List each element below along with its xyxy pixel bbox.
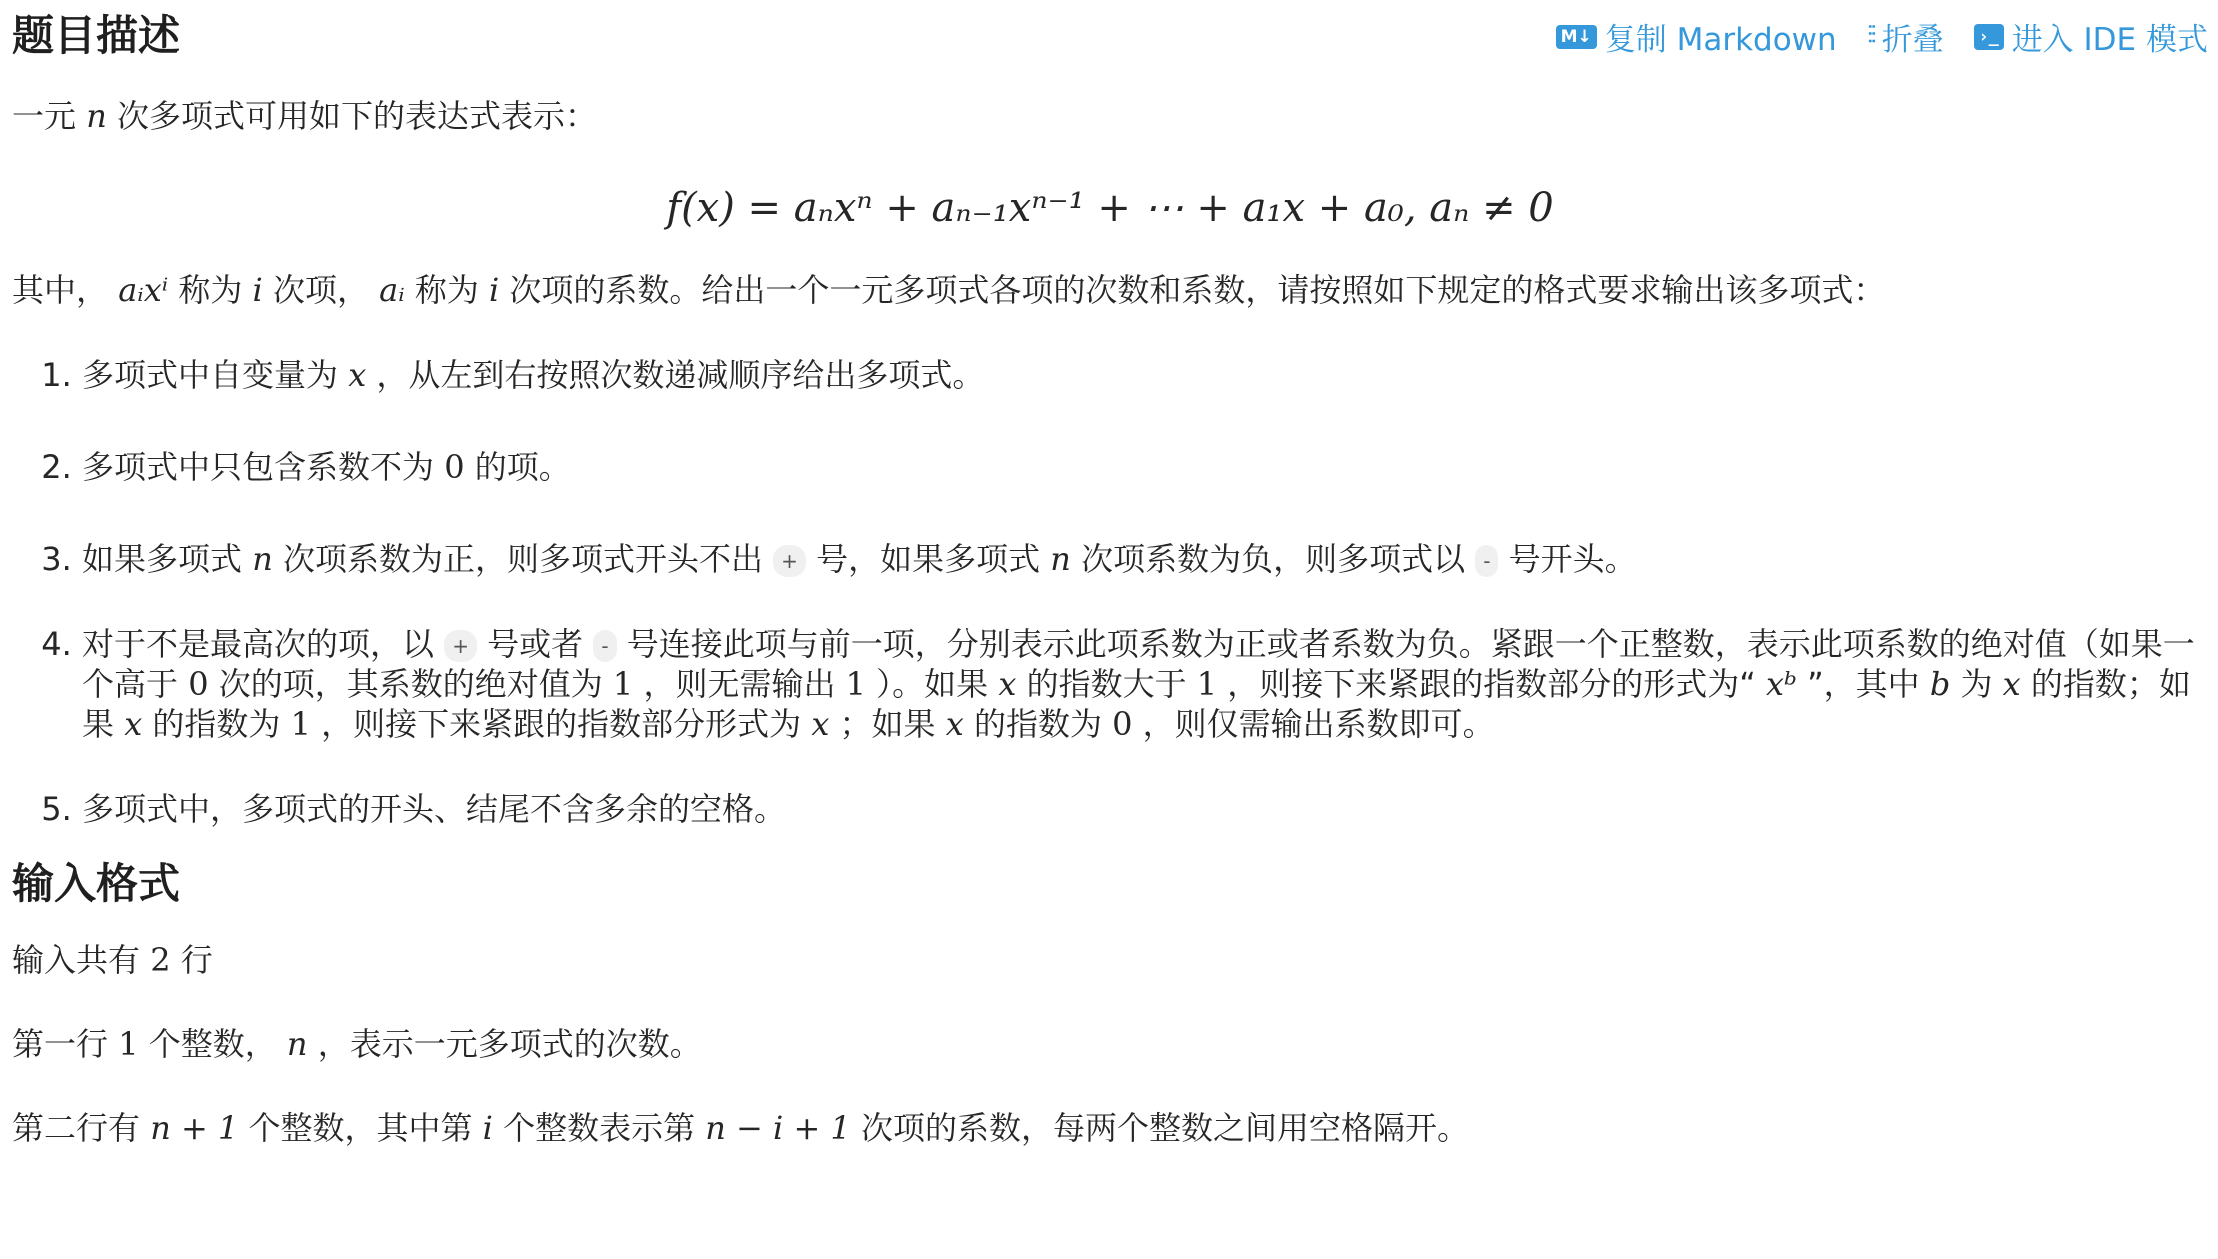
input-text: ，表示一元多项式的次数。 [317, 1025, 702, 1063]
minus-code: - [593, 630, 616, 662]
math-n: n [86, 97, 107, 135]
math-n: n [286, 1025, 308, 1063]
desc-text: 其中， [12, 271, 109, 309]
list-item [82, 348, 2208, 402]
minus-code: - [1475, 545, 1498, 577]
input-text: 输入共有 [12, 941, 141, 979]
description-header [12, 0, 2208, 72]
plus-code: + [773, 545, 806, 577]
rule-text: ，则无需输出 [643, 665, 836, 703]
input-line-2 [12, 1022, 2208, 1066]
rule-text: 次项系数为正，则多项式开头不出 [282, 540, 763, 578]
intro-text-b: 次多项式可用如下的表达式表示： [116, 97, 597, 135]
polynomial-formula: f(x) = aₙxⁿ + aₙ₋₁xⁿ⁻¹ + ⋯ + a₁x + a₀, aₙ ≠ 0 [666, 185, 1554, 231]
enter-ide-button[interactable] [1974, 14, 2208, 59]
input-text: 次项的系数，每两个整数之间用空格隔开。 [860, 1109, 1469, 1147]
rules-list [12, 348, 2208, 836]
math-number: 1 [290, 705, 311, 743]
rule-text: 次项系数为负，则多项式以 [1081, 540, 1466, 578]
fold-label: 折叠 [1881, 22, 1944, 58]
desc-text: 次项的系数。给出一个一元多项式各项的次数和系数，请按照如下规定的格式要求输出该多项式： [509, 271, 1886, 309]
description-paragraph [12, 268, 2208, 312]
section-title: 题目描述 [12, 11, 181, 60]
rule-text: 多项式中，多项式的开头、结尾不含多余的空格。 [82, 790, 787, 828]
math-number: 1 [612, 665, 634, 703]
input-text: 个整数表示第 [503, 1109, 696, 1147]
input-text: 第二行有 [12, 1109, 141, 1147]
math-i: i [252, 271, 263, 309]
input-format-title: 输入格式 [12, 859, 181, 908]
rule-text: ；如果 [839, 705, 936, 743]
input-text: 个整数， [148, 1025, 277, 1063]
plus-code: + [444, 630, 477, 662]
desc-text: 称为 [414, 271, 479, 309]
rule-text: 号或者 [487, 625, 584, 663]
math-x: x [2002, 665, 2021, 703]
copy-markdown-button[interactable] [1556, 14, 1837, 59]
math-number: 2 [150, 941, 171, 979]
math-x: x [348, 356, 367, 394]
rule-text: 号，如果多项式 [816, 540, 1041, 578]
math-x: x [945, 705, 964, 743]
rule-text: ，则仅需输出系数即可。 [1142, 705, 1495, 743]
math-number: 0 [1112, 705, 1133, 743]
enter-ide-label: 进入 IDE 模式 [2011, 22, 2208, 58]
math-i: i [482, 1109, 493, 1147]
desc-text: 称为 [178, 271, 243, 309]
rule-text: 的项。 [474, 448, 571, 486]
terminal-icon: ›_ [1974, 24, 2004, 50]
math-number: 1 [1196, 665, 1218, 703]
list-item [82, 624, 2208, 744]
rule-text: 的指数为 [973, 705, 1102, 743]
problem-page [12, 0, 2208, 1150]
rule-text: 多项式中只包含系数不为 [82, 448, 435, 486]
desc-text: 次项， [272, 271, 369, 309]
input-line-3 [12, 1106, 2208, 1150]
rule-text: ，则接下来紧跟的指数部分形式为 [321, 705, 802, 743]
math-x: x [998, 665, 1017, 703]
rule-text: 多项式中自变量为 [82, 356, 339, 394]
fold-button[interactable] [1867, 14, 1944, 59]
rule-text: 号开头。 [1508, 540, 1637, 578]
math-number: 1 [845, 665, 866, 703]
math-number: 0 [444, 448, 465, 486]
math-term: aᵢxⁱ [118, 271, 169, 309]
intro-text-a: 一元 [12, 97, 77, 135]
markdown-icon: M↓ [1556, 25, 1597, 49]
list-item [82, 532, 2208, 586]
math-x: x [811, 705, 830, 743]
math-i: i [489, 271, 500, 309]
rule-text: 的指数为 [152, 705, 281, 743]
math-expression: n + 1 [150, 1109, 239, 1147]
rule-text: 为 [1960, 665, 1993, 703]
rule-text: ）。如果 [876, 665, 989, 703]
rule-text: 对于不是最高次的项，以 [82, 625, 435, 663]
math-n: n [1050, 540, 1071, 578]
copy-markdown-label: 复制 Markdown [1604, 22, 1837, 58]
math-number: 1 [118, 1025, 139, 1063]
toolbar [1556, 14, 2208, 59]
input-text: 行 [180, 941, 213, 979]
input-text: 第一行 [12, 1025, 109, 1063]
rule-text: ，从左到右按照次数递减顺序给出多项式。 [376, 356, 985, 394]
rule-text: 的指数；如果 [82, 665, 2191, 743]
math-x: x [124, 705, 143, 743]
rule-text: 次的项，其系数的绝对值为 [218, 665, 603, 703]
input-text: 个整数，其中第 [248, 1109, 473, 1147]
math-expression: n − i + 1 [705, 1109, 851, 1147]
math-n: n [252, 540, 273, 578]
math-number: 0 [188, 665, 209, 703]
math-x-power-b: xᵇ [1766, 665, 1797, 703]
list-item [82, 440, 2208, 494]
input-line-1 [12, 938, 2208, 982]
math-b: b [1929, 665, 1951, 703]
rule-text: ，则接下来紧跟的指数部分的形式为“ [1227, 665, 1756, 703]
intro-paragraph [12, 94, 2208, 138]
fold-icon: ⫶⫶ [1866, 21, 1874, 51]
rule-text: 如果多项式 [82, 540, 243, 578]
math-coef: aᵢ [379, 271, 405, 309]
rule-text: 号连接此项与前一项，分别表示此项系数为正或者系数为负。紧跟一个正整数，表示此项系数的绝对值（如果一个高于 [82, 625, 2195, 703]
list-item [82, 782, 2208, 836]
rule-text: ”，其中 [1807, 665, 1920, 703]
rule-text: 的指数大于 [1026, 665, 1187, 703]
